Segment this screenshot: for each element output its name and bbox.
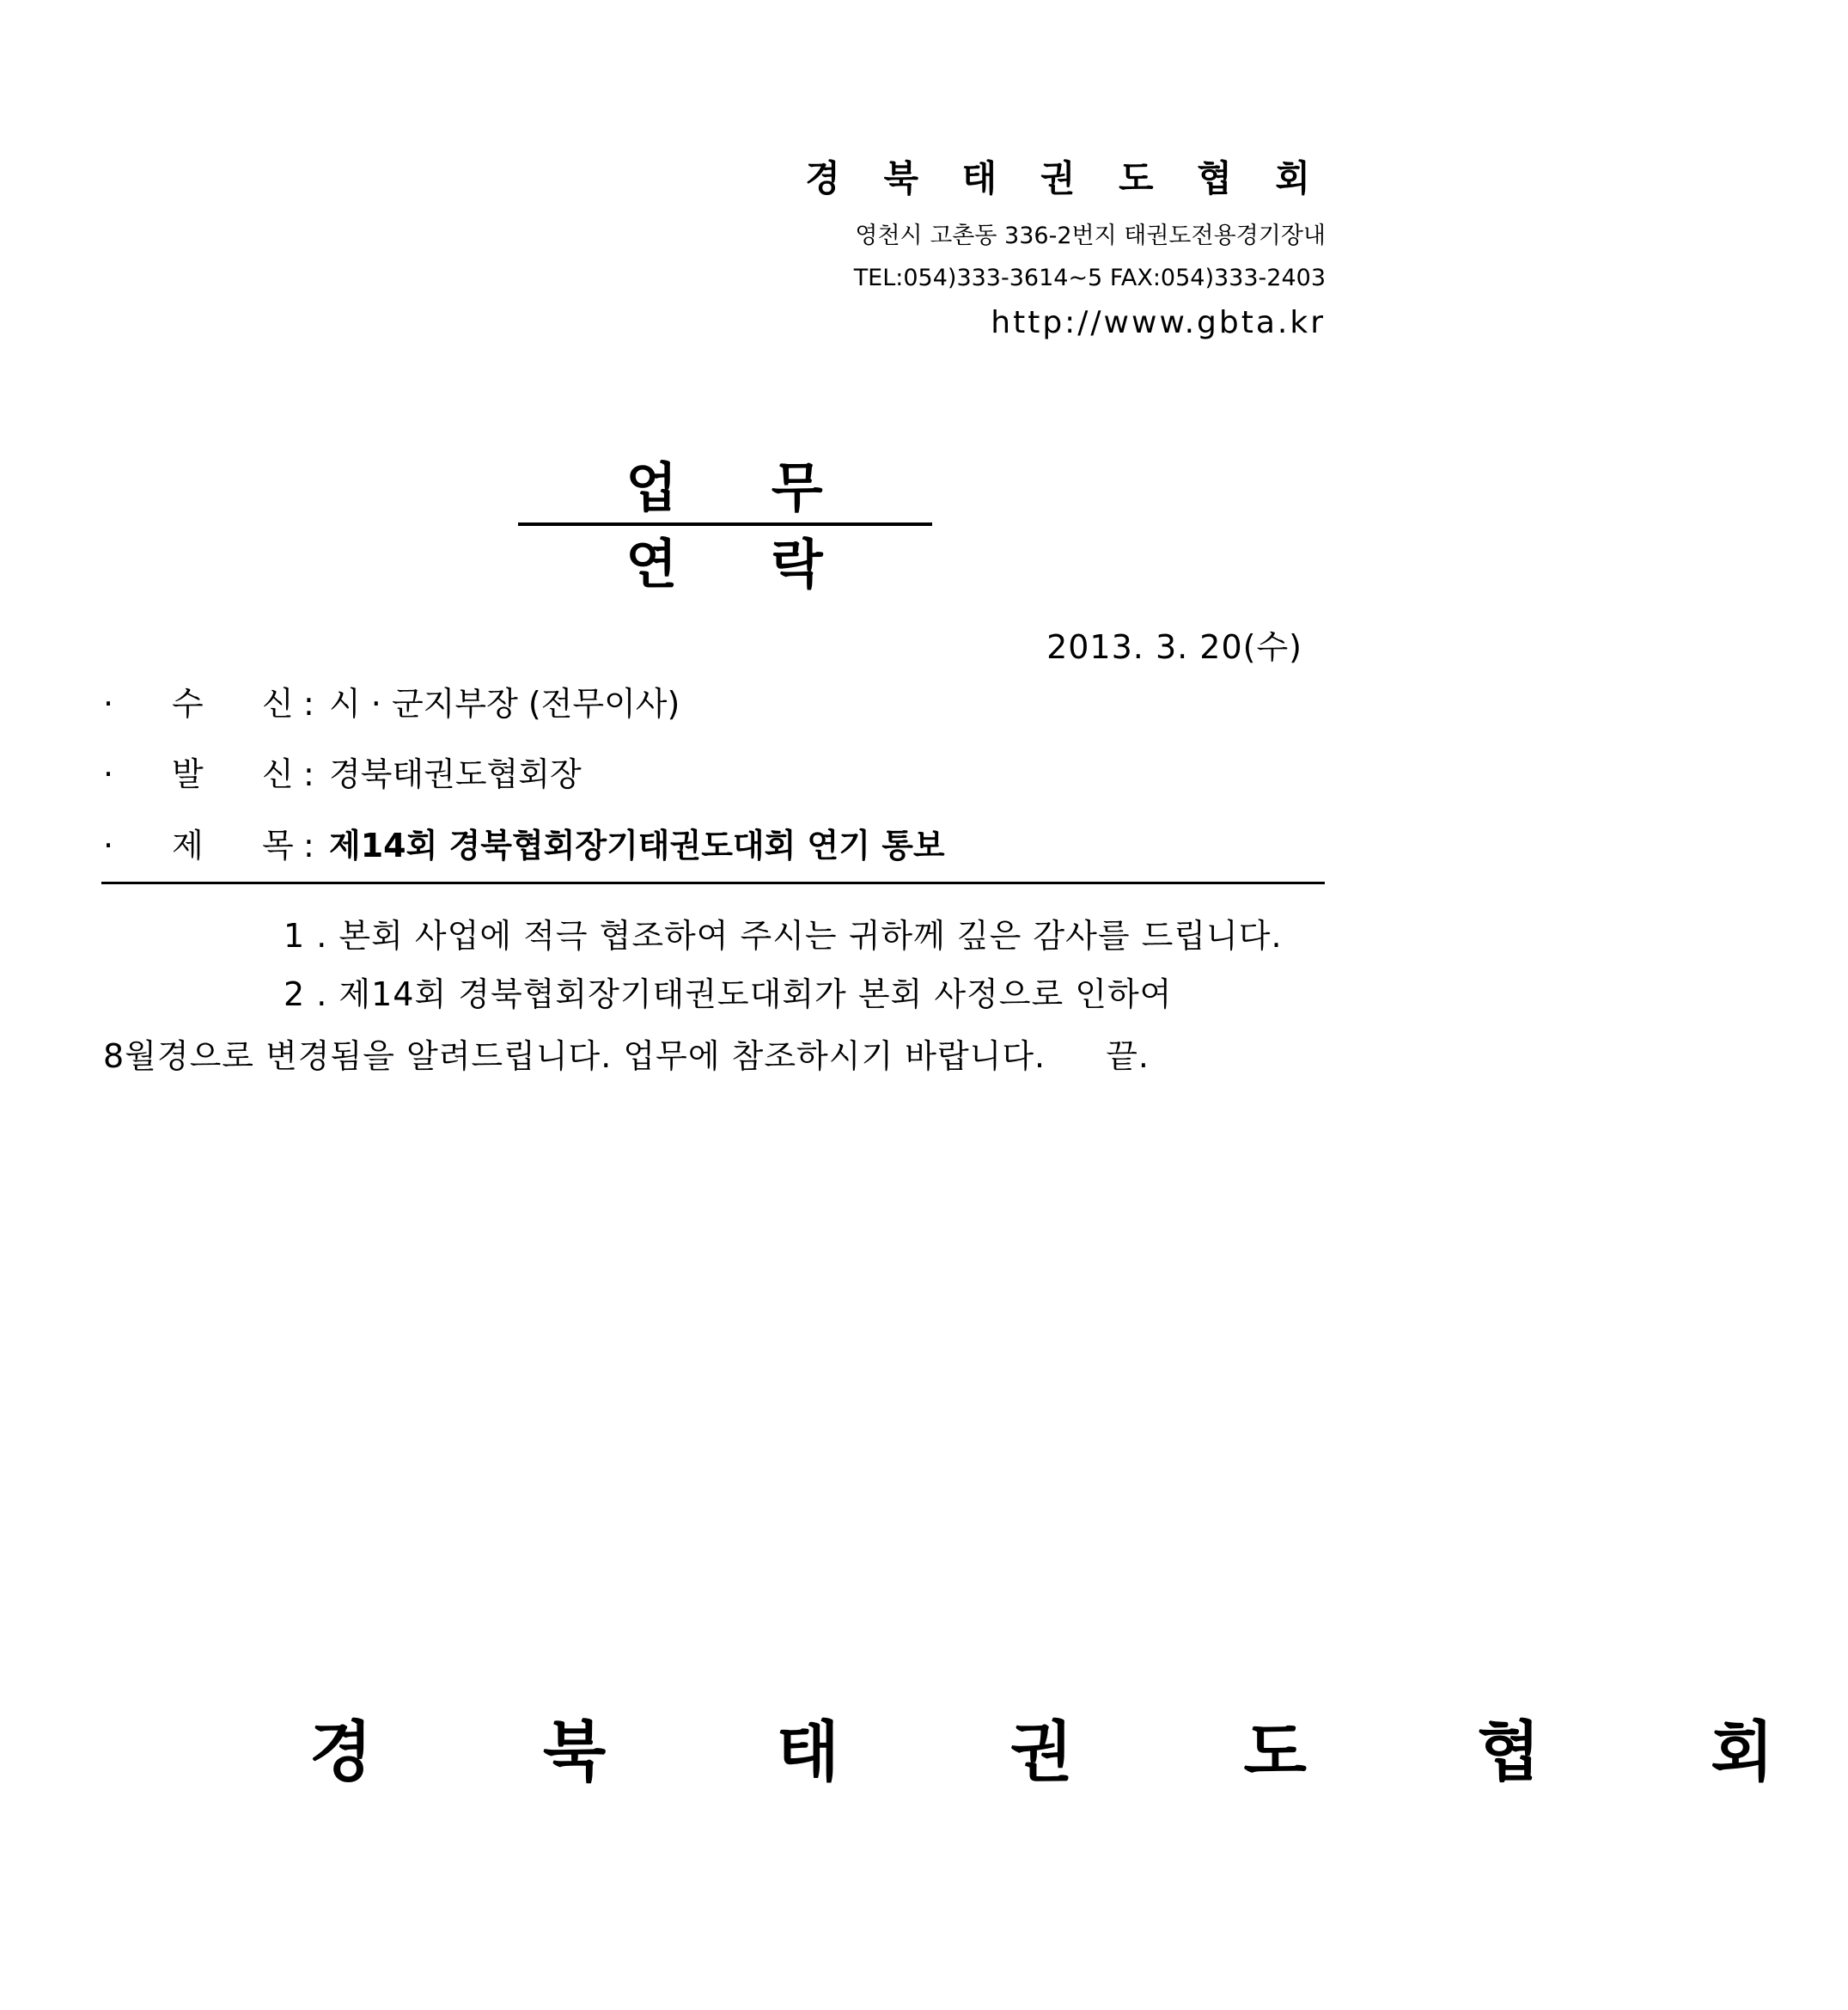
field-bullet: · (103, 685, 114, 723)
field-label-last: 신 (262, 685, 294, 723)
letterhead-address: 영천시 고촌동 336-2번지 태권도전용경기장내 (855, 223, 1326, 249)
field-value: 제14회 경북협회장기태권도대회 연기 통보 (329, 827, 945, 864)
title-underline (518, 522, 932, 526)
letterhead-url: http://www.gbta.kr (991, 305, 1326, 340)
header-divider (101, 882, 1325, 884)
field-label-first: 제 (172, 827, 204, 864)
field-sender (103, 748, 582, 795)
field-label-first: 수 (172, 685, 204, 723)
closing-mark: 끝. (1106, 1037, 1150, 1075)
field-colon: : (303, 755, 314, 793)
field-bullet: · (103, 827, 114, 864)
footer-org-name: 경 북 태 권 도 협 회 (309, 1714, 1848, 1790)
field-bullet: · (103, 755, 114, 793)
field-colon: : (303, 685, 314, 723)
field-recipient (103, 677, 680, 724)
body-paragraph-1: 1 . 본회 사업에 적극 협조하여 주시는 귀하께 깊은 감사를 드립니다. (284, 917, 1283, 955)
field-value: 시 · 군지부장 (전무이사) (329, 685, 680, 723)
field-label-last: 목 (262, 827, 294, 864)
field-label-last: 신 (262, 755, 294, 793)
letterhead-contact: TEL:054)333-3614~5 FAX:054)333-2403 (853, 265, 1326, 291)
field-value: 경북태권도협회장 (329, 755, 582, 793)
field-label-first: 발 (172, 755, 204, 793)
body-paragraph-2-cont (103, 1029, 1150, 1077)
body-paragraph-2: 2 . 제14회 경북협회장기태권도대회가 본회 사정으로 인하여 (284, 975, 1173, 1013)
letterhead-org-name: 경 북 태 권 도 협 회 (805, 157, 1326, 199)
field-colon: : (303, 827, 314, 864)
document-title: 업 무 연 락 (625, 456, 861, 596)
field-subject (103, 819, 945, 866)
body-paragraph-2-line2: 8월경으로 변경됨을 알려드립니다. 업무에 참조하시기 바랍니다. (103, 1037, 1046, 1075)
document-date: 2013. 3. 20(수) (1046, 628, 1302, 666)
